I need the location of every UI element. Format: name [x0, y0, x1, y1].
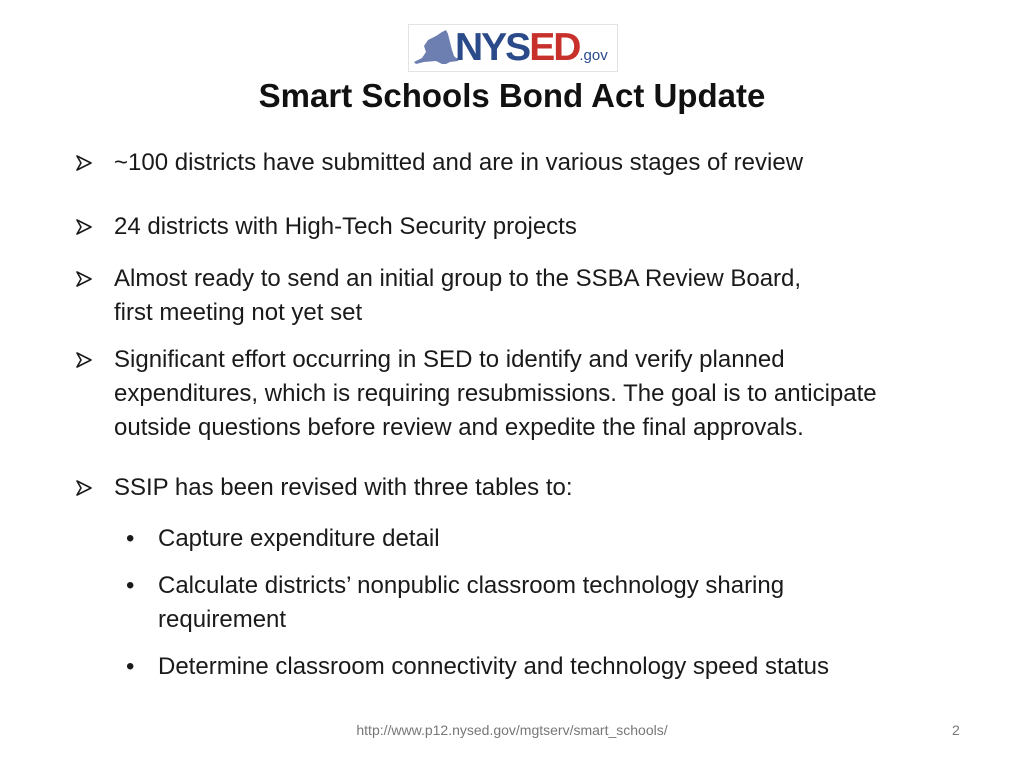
arrow-bullet-icon: [76, 262, 104, 297]
slide-title: Smart Schools Bond Act Update: [258, 77, 766, 114]
arrow-bullet-icon: [76, 343, 104, 378]
bullet-text: Almost ready to send an initial group to the SSBA Review Board,: [114, 265, 802, 292]
new-york-state-icon: [412, 28, 460, 68]
bullet-text-continued: outside questions before review and expedite the final approvals.: [114, 414, 804, 441]
bullet-text-continued: expenditures, which is requiring resubmissions. The goal is to anticipate: [114, 380, 877, 407]
sub-bullet-item: [126, 522, 440, 556]
sub-bullet-item: [126, 569, 784, 637]
wordmark-gov: .gov: [579, 47, 608, 64]
page-number: 2: [952, 722, 960, 738]
bullet-text: SSIP has been revised with three tables to:: [114, 474, 573, 501]
sub-bullet-text: Determine classroom connectivity and technology speed status: [158, 653, 830, 680]
bullet-item: [76, 471, 573, 505]
bullet-item: [76, 343, 877, 445]
arrow-bullet-icon: [76, 210, 104, 245]
bullet-text: Significant effort occurring in SED to identify and verify planned: [114, 346, 785, 373]
sub-bullet-text-continued: requirement: [158, 606, 287, 633]
bullet-item: [76, 210, 577, 244]
nysed-logo: [408, 24, 618, 72]
sub-bullet-dot: •: [126, 525, 135, 552]
sub-bullet-text: Capture expenditure detail: [158, 525, 440, 552]
sub-bullet-dot: •: [126, 572, 135, 599]
bullet-text: ~100 districts have submitted and are in various stages of review: [114, 149, 804, 176]
arrow-bullet-icon: [76, 146, 104, 181]
arrow-bullet-icon: [76, 471, 104, 506]
bullet-text: 24 districts with High-Tech Security projects: [114, 213, 577, 240]
wordmark-ed: ED: [529, 26, 580, 69]
sub-bullet-dot: •: [126, 653, 135, 680]
wordmark-nys: NYS: [455, 26, 530, 69]
nysed-wordmark: [455, 26, 608, 78]
sub-bullet-item: [126, 650, 829, 684]
footer-url: http://www.p12.nysed.gov/mgtserv/smart_schools/: [356, 722, 668, 738]
sub-bullet-text: Calculate districts’ nonpublic classroom technology sharing: [158, 572, 785, 599]
bullet-item: [76, 146, 803, 180]
bullet-text-continued: first meeting not yet set: [114, 299, 363, 326]
bullet-item: [76, 262, 801, 330]
